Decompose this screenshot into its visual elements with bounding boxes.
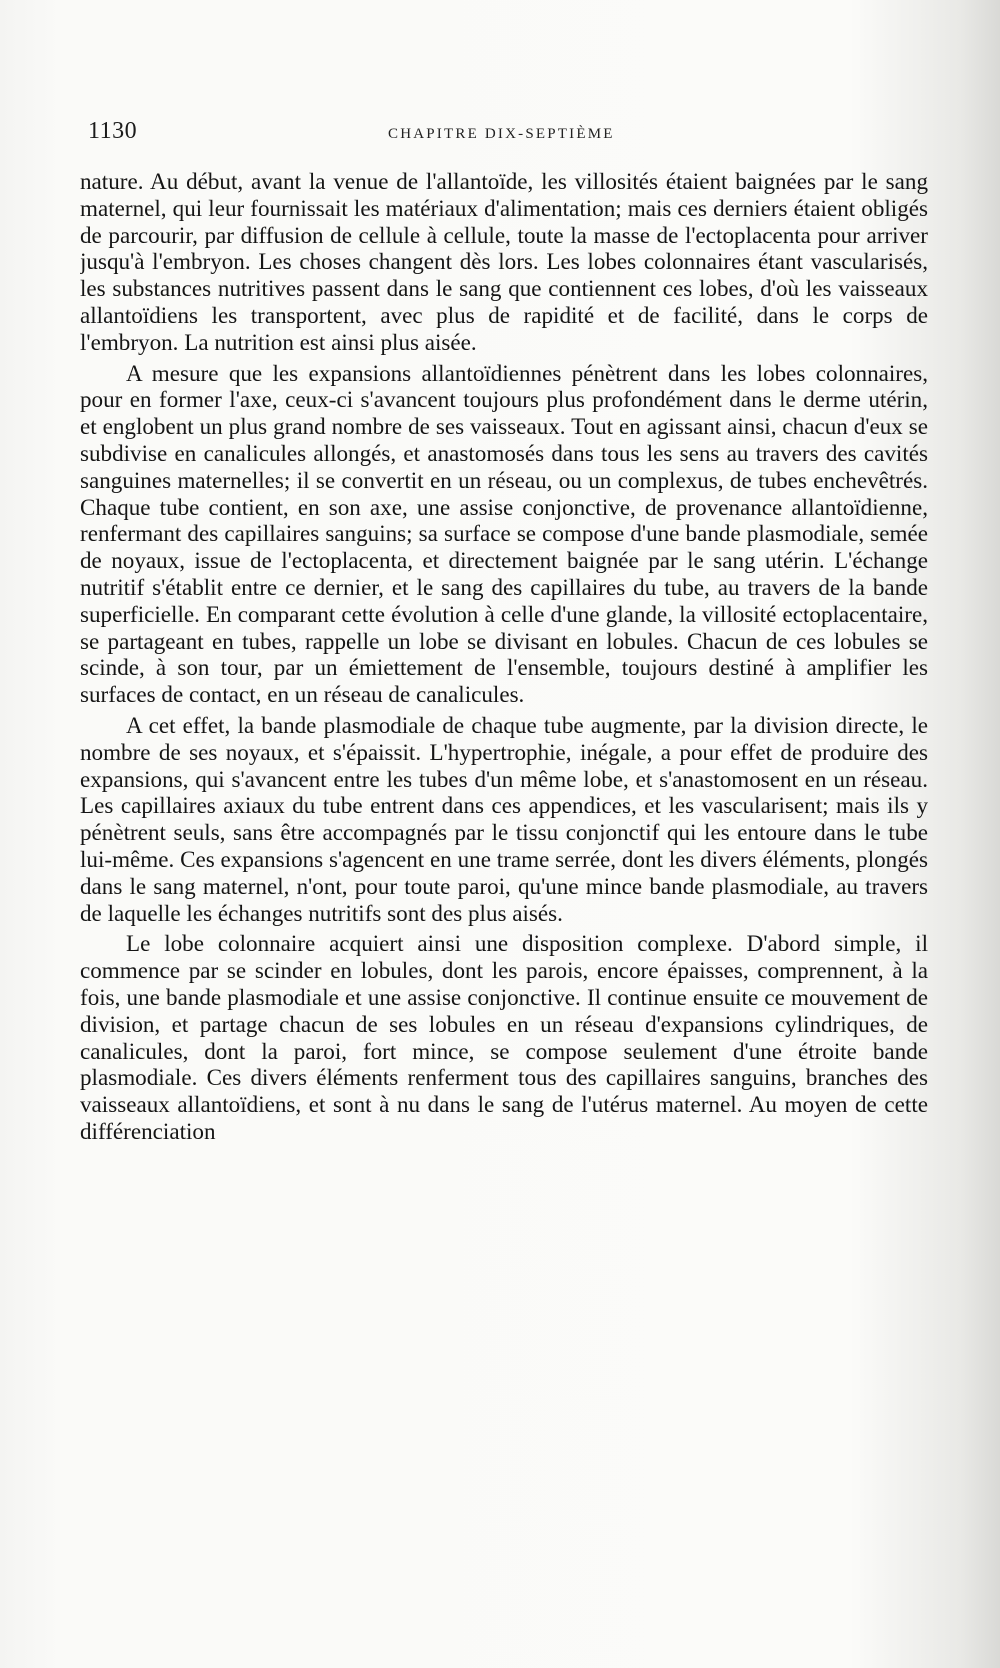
running-head: CHAPITRE DIX-SEPTIÈME xyxy=(388,126,615,142)
paragraph: A mesure que les expansions allantoïdiennes pénètrent dans les lobes colonnaires, pour en former l'axe, ceux-ci s'avancent toujours plus profondément dans le derme utérin, et englobent un plus grand nombre de ses vaisseaux. Tout en agissant ainsi, chacun d'eux se subdivise en canalicules allongés, et anastomosés dans tous les sens au travers des cavités sanguines maternelles; il se convertit en un réseau, ou un complexus, de tubes enchevêtrés. Chaque tube contient, en son axe, une assise conjonctive, de provenance allantoïdienne, renfermant des capillaires sanguins; sa surface se compose d'une bande plasmodiale, semée de noyaux, issue de l'ectoplacenta, et directement baignée par le sang utérin. L'échange nutritif s'établit entre ce dernier, et le sang des capillaires du tube, au travers de la bande superficielle. En comparant cette évolution à celle d'une glande, la villosité ectoplacentaire, se partageant en tubes, rappelle un lobe se divisant en lobules. Chacun de ces lobules se scinde, à son tour, par un émiettement de l'ensemble, toujours destiné à amplifier les surfaces de contact, en un réseau de canalicules. xyxy=(80,359,928,708)
paragraph: nature. Au début, avant la venue de l'allantoïde, les villosités étaient baignées par le sang maternel, qui leur fournissait les matériaux d'alimentation; mais ces derniers étaient obligés de parcourir, par diffusion de cellule à cellule, toute la masse de l'ectoplacenta pour arriver jusqu'à l'embryon. Les choses changent dès lors. Les lobes colonnaires étant vascularisés, les substances nutritives passent dans le sang que contiennent ces lobes, d'où les vaisseaux allantoïdiens les transportent, avec plus de rapidité et de facilité, dans le corps de l'embryon. La nutrition est ainsi plus aisée. xyxy=(80,168,928,355)
page-number: 1130 xyxy=(88,118,138,144)
paragraph: A cet effet, la bande plasmodiale de chaque tube augmente, par la division directe, le nombre de ses noyaux, et s'épaissit. L'hypertrophie, inégale, a pour effet de produire des expansions, qui s'avancent entre les tubes d'un même lobe, et s'anastomosent en un réseau. Les capillaires axiaux du tube entrent dans ces appendices, et les vascularisent; mais ils y pénètrent seuls, sans être accompagnés par le tissu conjonctif qui les entoure dans le tube lui-même. Ces expansions s'agencent en une trame serrée, dont les divers éléments, plongés dans le sang maternel, n'ont, pour toute paroi, qu'une mince bande plasmodiale, au travers de laquelle les échanges nutritifs sont des plus aisés. xyxy=(80,711,928,926)
paragraph: Le lobe colonnaire acquiert ainsi une disposition complexe. D'abord simple, il commence par se scinder en lobules, dont les parois, encore épaisses, comprennent, à la fois, une bande plasmodiale et une assise conjonctive. Il continue ensuite ce mouvement de division, et partage chacun de ses lobules en un réseau d'expansions cylindriques, de canalicules, dont la paroi, fort mince, se compose seulement d'une étroite bande plasmodiale. Ces divers éléments renferment tous des capillaires sanguins, branches des vaisseaux allantoïdiens, et sont à nu dans le sang de l'utérus maternel. Au moyen de cette différenciation xyxy=(80,930,928,1144)
page-header xyxy=(88,118,914,152)
body-text xyxy=(80,168,928,1528)
